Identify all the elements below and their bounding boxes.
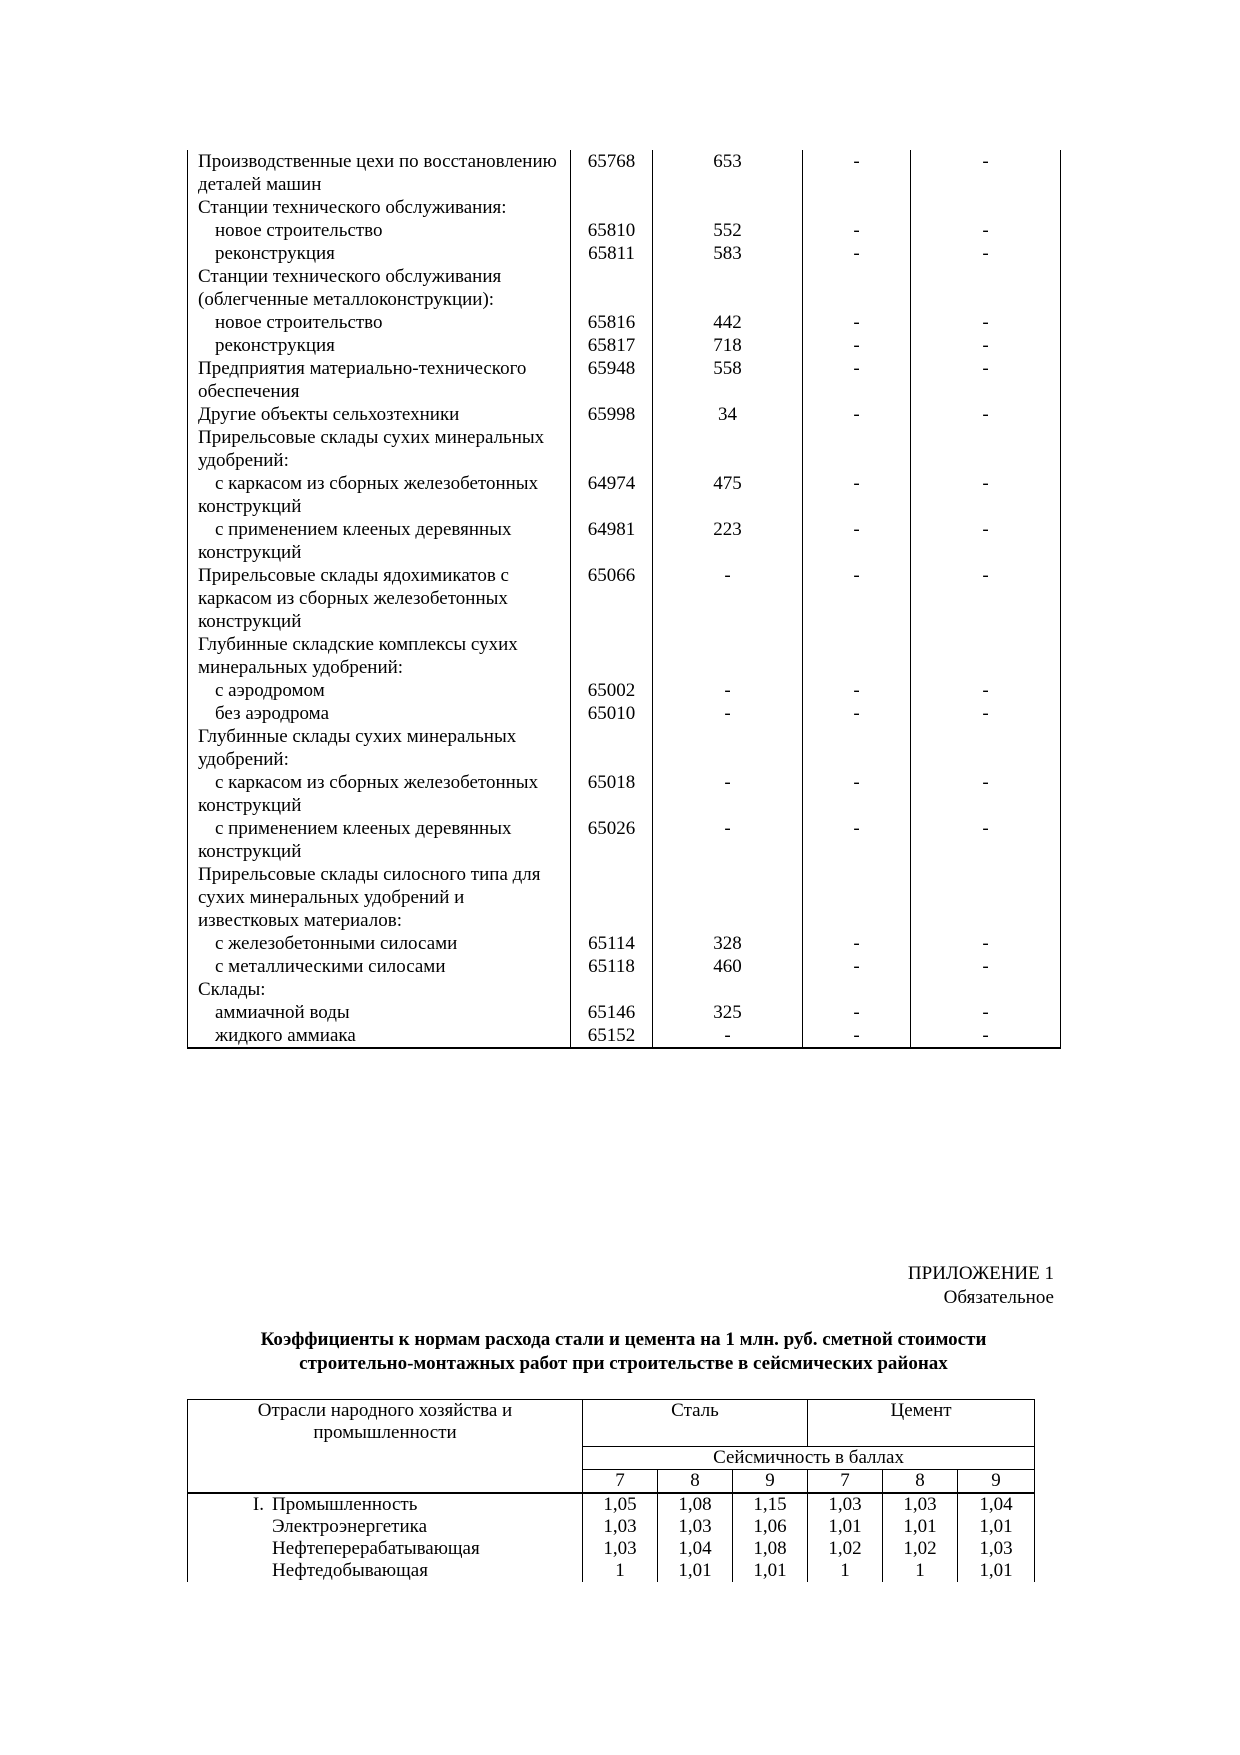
- row-value-2: -: [803, 702, 911, 725]
- row-code: [571, 978, 653, 1001]
- row-name: с применением клееных деревянных конструкций: [188, 817, 571, 863]
- row-code: 65768: [571, 150, 653, 196]
- branch-cell: [188, 1493, 583, 1516]
- row-name: с аэродромом: [188, 679, 571, 702]
- row-value-1: [653, 863, 803, 932]
- branch-name: Нефтеперерабатывающая: [272, 1538, 480, 1559]
- row-name: Склады:: [188, 978, 571, 1001]
- header-row-1: [188, 1400, 1035, 1447]
- row-value-2: [803, 978, 911, 1001]
- coefficient-value: 1,03: [583, 1516, 658, 1538]
- branch-name: Электроэнергетика: [272, 1516, 428, 1537]
- row-name: Глубинные склады сухих минеральных удобрений:: [188, 725, 571, 771]
- table-row: [188, 357, 1061, 403]
- row-code: [571, 426, 653, 472]
- row-value-3: [911, 725, 1061, 771]
- coefficient-value: 1,15: [733, 1493, 808, 1516]
- row-value-3: [911, 863, 1061, 932]
- row-value-1: -: [653, 771, 803, 817]
- row-code: 65816: [571, 311, 653, 334]
- coefficient-value: 1,01: [808, 1516, 883, 1538]
- row-value-2: -: [803, 955, 911, 978]
- row-value-3: -: [911, 518, 1061, 564]
- row-name: Прирельсовые склады силосного типа для сухих минеральных удобрений и известковых материалов:: [188, 863, 571, 932]
- row-value-1: 653: [653, 150, 803, 196]
- row-value-3: -: [911, 817, 1061, 863]
- table-row: [188, 334, 1061, 357]
- row-value-3: -: [911, 702, 1061, 725]
- row-value-2: -: [803, 403, 911, 426]
- row-value-2: -: [803, 564, 911, 633]
- table-row: [188, 955, 1061, 978]
- coefficient-value: 1,03: [883, 1493, 958, 1516]
- table-row: [188, 1538, 1035, 1560]
- row-code: 64981: [571, 518, 653, 564]
- appendix-title-line-2: строительно-монтажных работ при строительстве в сейсмических районах: [299, 1353, 948, 1374]
- row-value-3: -: [911, 150, 1061, 196]
- row-code: 65066: [571, 564, 653, 633]
- coefficient-value: 1,01: [883, 1516, 958, 1538]
- row-code: 65146: [571, 1001, 653, 1024]
- row-value-1: 442: [653, 311, 803, 334]
- row-code: [571, 863, 653, 932]
- row-value-2: -: [803, 242, 911, 265]
- row-value-2: -: [803, 1001, 911, 1024]
- row-code: 65810: [571, 219, 653, 242]
- row-value-1: [653, 633, 803, 679]
- row-name: жидкого аммиака: [188, 1024, 571, 1048]
- header-point: 9: [733, 1470, 808, 1494]
- row-value-1: [653, 978, 803, 1001]
- row-code: 65152: [571, 1024, 653, 1048]
- coefficient-value: 1,04: [658, 1538, 733, 1560]
- row-value-1: 460: [653, 955, 803, 978]
- table-row: [188, 196, 1061, 219]
- row-value-1: 34: [653, 403, 803, 426]
- row-code: 65010: [571, 702, 653, 725]
- table-row: [188, 1001, 1061, 1024]
- header-branches: Отрасли народного хозяйства и промышленности: [188, 1400, 583, 1494]
- row-value-2: [803, 426, 911, 472]
- table-row: [188, 1516, 1035, 1538]
- header-cement: Цемент: [808, 1400, 1035, 1447]
- row-name: с железобетонными силосами: [188, 932, 571, 955]
- row-value-3: -: [911, 1024, 1061, 1048]
- row-value-1: 325: [653, 1001, 803, 1024]
- table-row: [188, 472, 1061, 518]
- row-value-2: [803, 265, 911, 311]
- row-value-2: [803, 725, 911, 771]
- row-code: 65817: [571, 334, 653, 357]
- coefficient-value: 1: [583, 1560, 658, 1582]
- coefficient-value: 1,08: [733, 1538, 808, 1560]
- row-value-3: [911, 426, 1061, 472]
- branch-cell: [188, 1538, 583, 1560]
- table-row: [188, 518, 1061, 564]
- row-value-2: -: [803, 150, 911, 196]
- row-value-1: 558: [653, 357, 803, 403]
- table-row: [188, 771, 1061, 817]
- table-row: [188, 702, 1061, 725]
- table-row: [188, 633, 1061, 679]
- row-name: новое строительство: [188, 311, 571, 334]
- row-value-1: -: [653, 1024, 803, 1048]
- row-value-3: [911, 978, 1061, 1001]
- row-name: Станции технического обслуживания:: [188, 196, 571, 219]
- row-name: Глубинные складские комплексы сухих минеральных удобрений:: [188, 633, 571, 679]
- coefficient-value: 1: [883, 1560, 958, 1582]
- table-row: [188, 426, 1061, 472]
- norms-table: [187, 150, 1061, 1049]
- table-row: [188, 863, 1061, 932]
- coefficient-value: 1,05: [583, 1493, 658, 1516]
- row-value-1: 552: [653, 219, 803, 242]
- branch-cell: [188, 1560, 583, 1582]
- branch-number: I.: [252, 1494, 264, 1515]
- table-row: [188, 932, 1061, 955]
- row-code: 65998: [571, 403, 653, 426]
- row-value-3: -: [911, 334, 1061, 357]
- row-name: новое строительство: [188, 219, 571, 242]
- coefficient-value: 1,03: [658, 1516, 733, 1538]
- appendix-sublabel: Обязательное: [943, 1287, 1054, 1308]
- branch-name: Нефтедобывающая: [272, 1560, 428, 1581]
- row-value-3: -: [911, 955, 1061, 978]
- branch-cell: [188, 1516, 583, 1538]
- row-value-3: -: [911, 679, 1061, 702]
- row-code: 65118: [571, 955, 653, 978]
- coefficients-table-body: [188, 1400, 1035, 1583]
- row-name: с металлическими силосами: [188, 955, 571, 978]
- header-steel: Сталь: [583, 1400, 808, 1447]
- header-point: 9: [958, 1470, 1035, 1494]
- row-code: 64974: [571, 472, 653, 518]
- table-row: [188, 311, 1061, 334]
- row-value-3: -: [911, 1001, 1061, 1024]
- row-name: Прирельсовые склады ядохимикатов с каркасом из сборных железобетонных конструкций: [188, 564, 571, 633]
- table-row: [188, 679, 1061, 702]
- row-value-2: -: [803, 932, 911, 955]
- appendix-title-line-1: Коэффициенты к нормам расхода стали и цемента на 1 млн. руб. сметной стоимости: [260, 1329, 987, 1350]
- row-value-1: -: [653, 564, 803, 633]
- table-row: [188, 978, 1061, 1001]
- table-row: [188, 219, 1061, 242]
- row-value-1: 475: [653, 472, 803, 518]
- row-value-1: -: [653, 817, 803, 863]
- row-name: Прирельсовые склады сухих минеральных удобрений:: [188, 426, 571, 472]
- row-value-2: -: [803, 334, 911, 357]
- table-row: [188, 150, 1061, 196]
- coefficient-value: 1,03: [958, 1538, 1035, 1560]
- row-value-2: -: [803, 518, 911, 564]
- table-row: [188, 1024, 1061, 1048]
- row-code: 65948: [571, 357, 653, 403]
- row-code: [571, 633, 653, 679]
- row-code: 65002: [571, 679, 653, 702]
- row-value-1: [653, 265, 803, 311]
- header-seismicity: Сейсмичность в баллах: [583, 1447, 1035, 1470]
- row-value-3: [911, 633, 1061, 679]
- table-row: [188, 403, 1061, 426]
- coefficient-value: 1: [808, 1560, 883, 1582]
- table-row: [188, 817, 1061, 863]
- table-row: [188, 1560, 1035, 1582]
- row-code: 65026: [571, 817, 653, 863]
- header-point: 7: [808, 1470, 883, 1494]
- row-name: Другие объекты сельхозтехники: [188, 403, 571, 426]
- row-value-2: [803, 863, 911, 932]
- appendix-label: ПРИЛОЖЕНИЕ 1: [907, 1263, 1054, 1284]
- row-code: 65114: [571, 932, 653, 955]
- coefficients-table: [187, 1399, 1035, 1582]
- branch-name: Промышленность: [272, 1494, 418, 1515]
- row-value-1: [653, 426, 803, 472]
- row-name: Станции технического обслуживания (облегченные металлоконструкции):: [188, 265, 571, 311]
- row-value-2: -: [803, 1024, 911, 1048]
- row-value-3: -: [911, 564, 1061, 633]
- row-name: Предприятия материально-технического обеспечения: [188, 357, 571, 403]
- row-value-2: -: [803, 679, 911, 702]
- header-point: 8: [883, 1470, 958, 1494]
- row-name: аммиачной воды: [188, 1001, 571, 1024]
- coefficient-value: 1,03: [583, 1538, 658, 1560]
- row-name: с каркасом из сборных железобетонных конструкций: [188, 771, 571, 817]
- row-name: реконструкция: [188, 242, 571, 265]
- row-value-2: [803, 633, 911, 679]
- row-value-1: -: [653, 679, 803, 702]
- row-value-3: -: [911, 219, 1061, 242]
- row-name: Производственные цехи по восстановлению деталей машин: [188, 150, 571, 196]
- row-value-1: 583: [653, 242, 803, 265]
- coefficient-value: 1,06: [733, 1516, 808, 1538]
- row-code: [571, 265, 653, 311]
- row-name: реконструкция: [188, 334, 571, 357]
- row-code: 65811: [571, 242, 653, 265]
- row-value-3: -: [911, 242, 1061, 265]
- row-value-1: -: [653, 702, 803, 725]
- row-value-1: 718: [653, 334, 803, 357]
- header-point: 8: [658, 1470, 733, 1494]
- appendix-title: [187, 1328, 1060, 1376]
- coefficient-value: 1,01: [958, 1560, 1035, 1582]
- row-value-3: [911, 196, 1061, 219]
- row-value-3: -: [911, 472, 1061, 518]
- appendix-label-block: [908, 1262, 1054, 1310]
- row-value-3: -: [911, 311, 1061, 334]
- row-value-2: -: [803, 311, 911, 334]
- coefficient-value: 1,01: [958, 1516, 1035, 1538]
- row-name: без аэродрома: [188, 702, 571, 725]
- row-name: с каркасом из сборных железобетонных конструкций: [188, 472, 571, 518]
- norms-table-body: [188, 150, 1061, 1048]
- table-row: [188, 564, 1061, 633]
- row-value-1: [653, 196, 803, 219]
- row-value-1: [653, 725, 803, 771]
- row-value-3: [911, 265, 1061, 311]
- row-value-3: -: [911, 403, 1061, 426]
- row-code: 65018: [571, 771, 653, 817]
- row-value-2: -: [803, 357, 911, 403]
- coefficient-value: 1,02: [808, 1538, 883, 1560]
- header-point: 7: [583, 1470, 658, 1494]
- table-row: [188, 1493, 1035, 1516]
- row-value-2: -: [803, 771, 911, 817]
- coefficient-value: 1,01: [733, 1560, 808, 1582]
- row-value-3: -: [911, 357, 1061, 403]
- coefficient-value: 1,04: [958, 1493, 1035, 1516]
- row-value-2: -: [803, 817, 911, 863]
- row-value-2: -: [803, 472, 911, 518]
- row-value-3: -: [911, 932, 1061, 955]
- coefficient-value: 1,08: [658, 1493, 733, 1516]
- row-name: с применением клееных деревянных конструкций: [188, 518, 571, 564]
- row-code: [571, 725, 653, 771]
- coefficient-value: 1,03: [808, 1493, 883, 1516]
- coefficient-value: 1,01: [658, 1560, 733, 1582]
- row-code: [571, 196, 653, 219]
- coefficient-value: 1,02: [883, 1538, 958, 1560]
- row-value-2: -: [803, 219, 911, 242]
- table-row: [188, 265, 1061, 311]
- row-value-3: -: [911, 771, 1061, 817]
- row-value-2: [803, 196, 911, 219]
- row-value-1: 223: [653, 518, 803, 564]
- table-row: [188, 725, 1061, 771]
- table-row: [188, 242, 1061, 265]
- row-value-1: 328: [653, 932, 803, 955]
